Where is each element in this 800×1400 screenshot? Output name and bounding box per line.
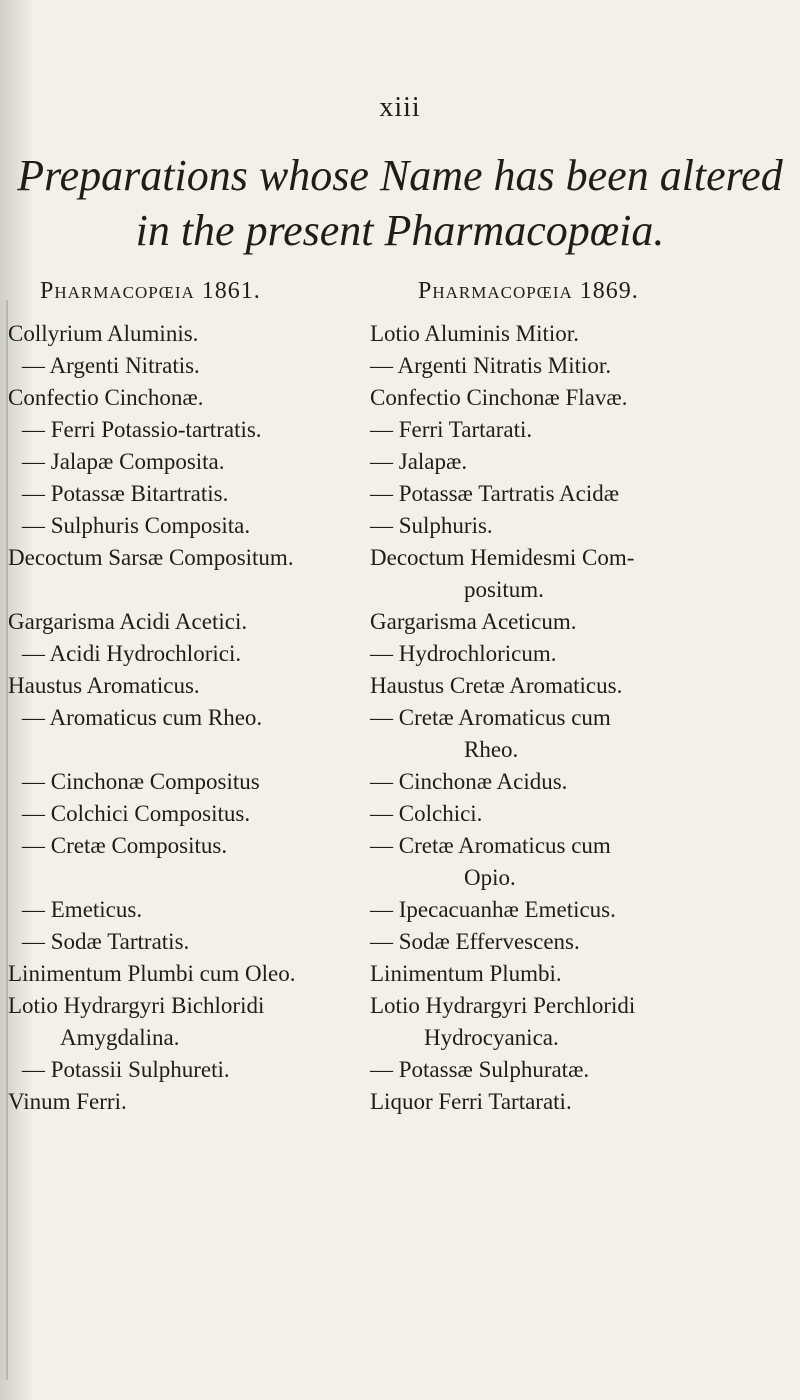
row-1869-entry: — Cinchonæ Acidus. [370, 769, 568, 794]
row-1869-entry: Rheo. [464, 737, 519, 762]
row-1869-entry: Lotio Hydrargyri Perchloridi [370, 993, 636, 1018]
row-1869-entry: — Cretæ Aromaticus cum [370, 705, 611, 730]
row-1869-entry: Lotio Aluminis Mitior. [370, 321, 579, 346]
row-1861-entry: — Sodæ Tartratis. [22, 929, 190, 954]
row-1869-entry: Liquor Ferri Tartarati. [370, 1089, 572, 1114]
row-1869-entry: Opio. [464, 865, 516, 890]
row-1869-entry: Linimentum Plumbi. [370, 961, 562, 986]
row-1861-entry: — Cretæ Compositus. [22, 833, 228, 858]
row-1869-entry: — Potassæ Sulphuratæ. [370, 1057, 590, 1082]
row-1861-entry: Gargarisma Acidi Acetici. [8, 609, 248, 634]
row-1861-entry: — Argenti Nitratis. [22, 353, 200, 378]
page-title-line-2: in the present Pharmacopœia. [135, 206, 665, 255]
column-rule [6, 300, 8, 1380]
row-1861-entry: — Ferri Potassio-tartratis. [22, 417, 262, 442]
row-1861-entry: — Acidi Hydrochlorici. [22, 641, 242, 666]
row-1861-entry: — Sulphuris Composita. [22, 513, 251, 538]
row-1861-entry: Confectio Cinchonæ. [8, 385, 204, 410]
row-1869-entry: — Colchici. [370, 801, 483, 826]
column-header-1861: Pharmacopœia 1861. [40, 278, 261, 304]
row-1869-entry: positum. [464, 577, 544, 602]
row-1861-entry: Amygdalina. [60, 1025, 180, 1050]
row-1869-entry: — Ipecacuanhæ Emeticus. [370, 897, 616, 922]
row-1869-entry: — Sulphuris. [370, 513, 493, 538]
page-number: xiii [379, 92, 421, 123]
row-1861-entry: — Potassæ Bitartratis. [22, 481, 229, 506]
row-1869-entry: — Sodæ Effervescens. [370, 929, 580, 954]
row-1861-entry: Decoctum Sarsæ Compositum. [8, 545, 294, 570]
row-1869-entry: Haustus Cretæ Aromaticus. [370, 673, 623, 698]
row-1869-entry: Gargarisma Aceticum. [370, 609, 577, 634]
row-1861-entry: — Emeticus. [22, 897, 143, 922]
row-1869-entry: — Hydrochloricum. [370, 641, 557, 666]
row-1869-entry: Confectio Cinchonæ Flavæ. [370, 385, 628, 410]
row-1869-entry: — Ferri Tartarati. [370, 417, 533, 442]
row-1869-entry: — Jalapæ. [370, 449, 468, 474]
row-1861-entry: Vinum Ferri. [8, 1089, 127, 1114]
row-1869-entry: — Argenti Nitratis Mitior. [370, 353, 612, 378]
row-1861-entry: — Potassii Sulphureti. [22, 1057, 230, 1082]
row-1861-entry: Collyrium Aluminis. [8, 321, 199, 346]
row-1861-entry: Haustus Aromaticus. [8, 673, 200, 698]
row-1861-entry: — Aromaticus cum Rheo. [22, 705, 263, 730]
page-title-line-1: Preparations whose Name has been altered [17, 151, 783, 200]
row-1861-entry: Lotio Hydrargyri Bichloridi [8, 993, 265, 1018]
row-1861-entry: — Cinchonæ Compositus [22, 769, 260, 794]
column-header-1869: Pharmacopœia 1869. [418, 278, 639, 304]
row-1861-entry: Linimentum Plumbi cum Oleo. [8, 961, 296, 986]
row-1869-entry: — Cretæ Aromaticus cum [370, 833, 611, 858]
row-1869-entry: Decoctum Hemidesmi Com- [370, 545, 635, 570]
row-1869-entry: Hydrocyanica. [424, 1025, 559, 1050]
row-1869-entry: — Potassæ Tartratis Acidæ [370, 481, 620, 506]
row-1861-entry: — Jalapæ Composita. [22, 449, 225, 474]
row-1861-entry: — Colchici Compositus. [22, 801, 251, 826]
